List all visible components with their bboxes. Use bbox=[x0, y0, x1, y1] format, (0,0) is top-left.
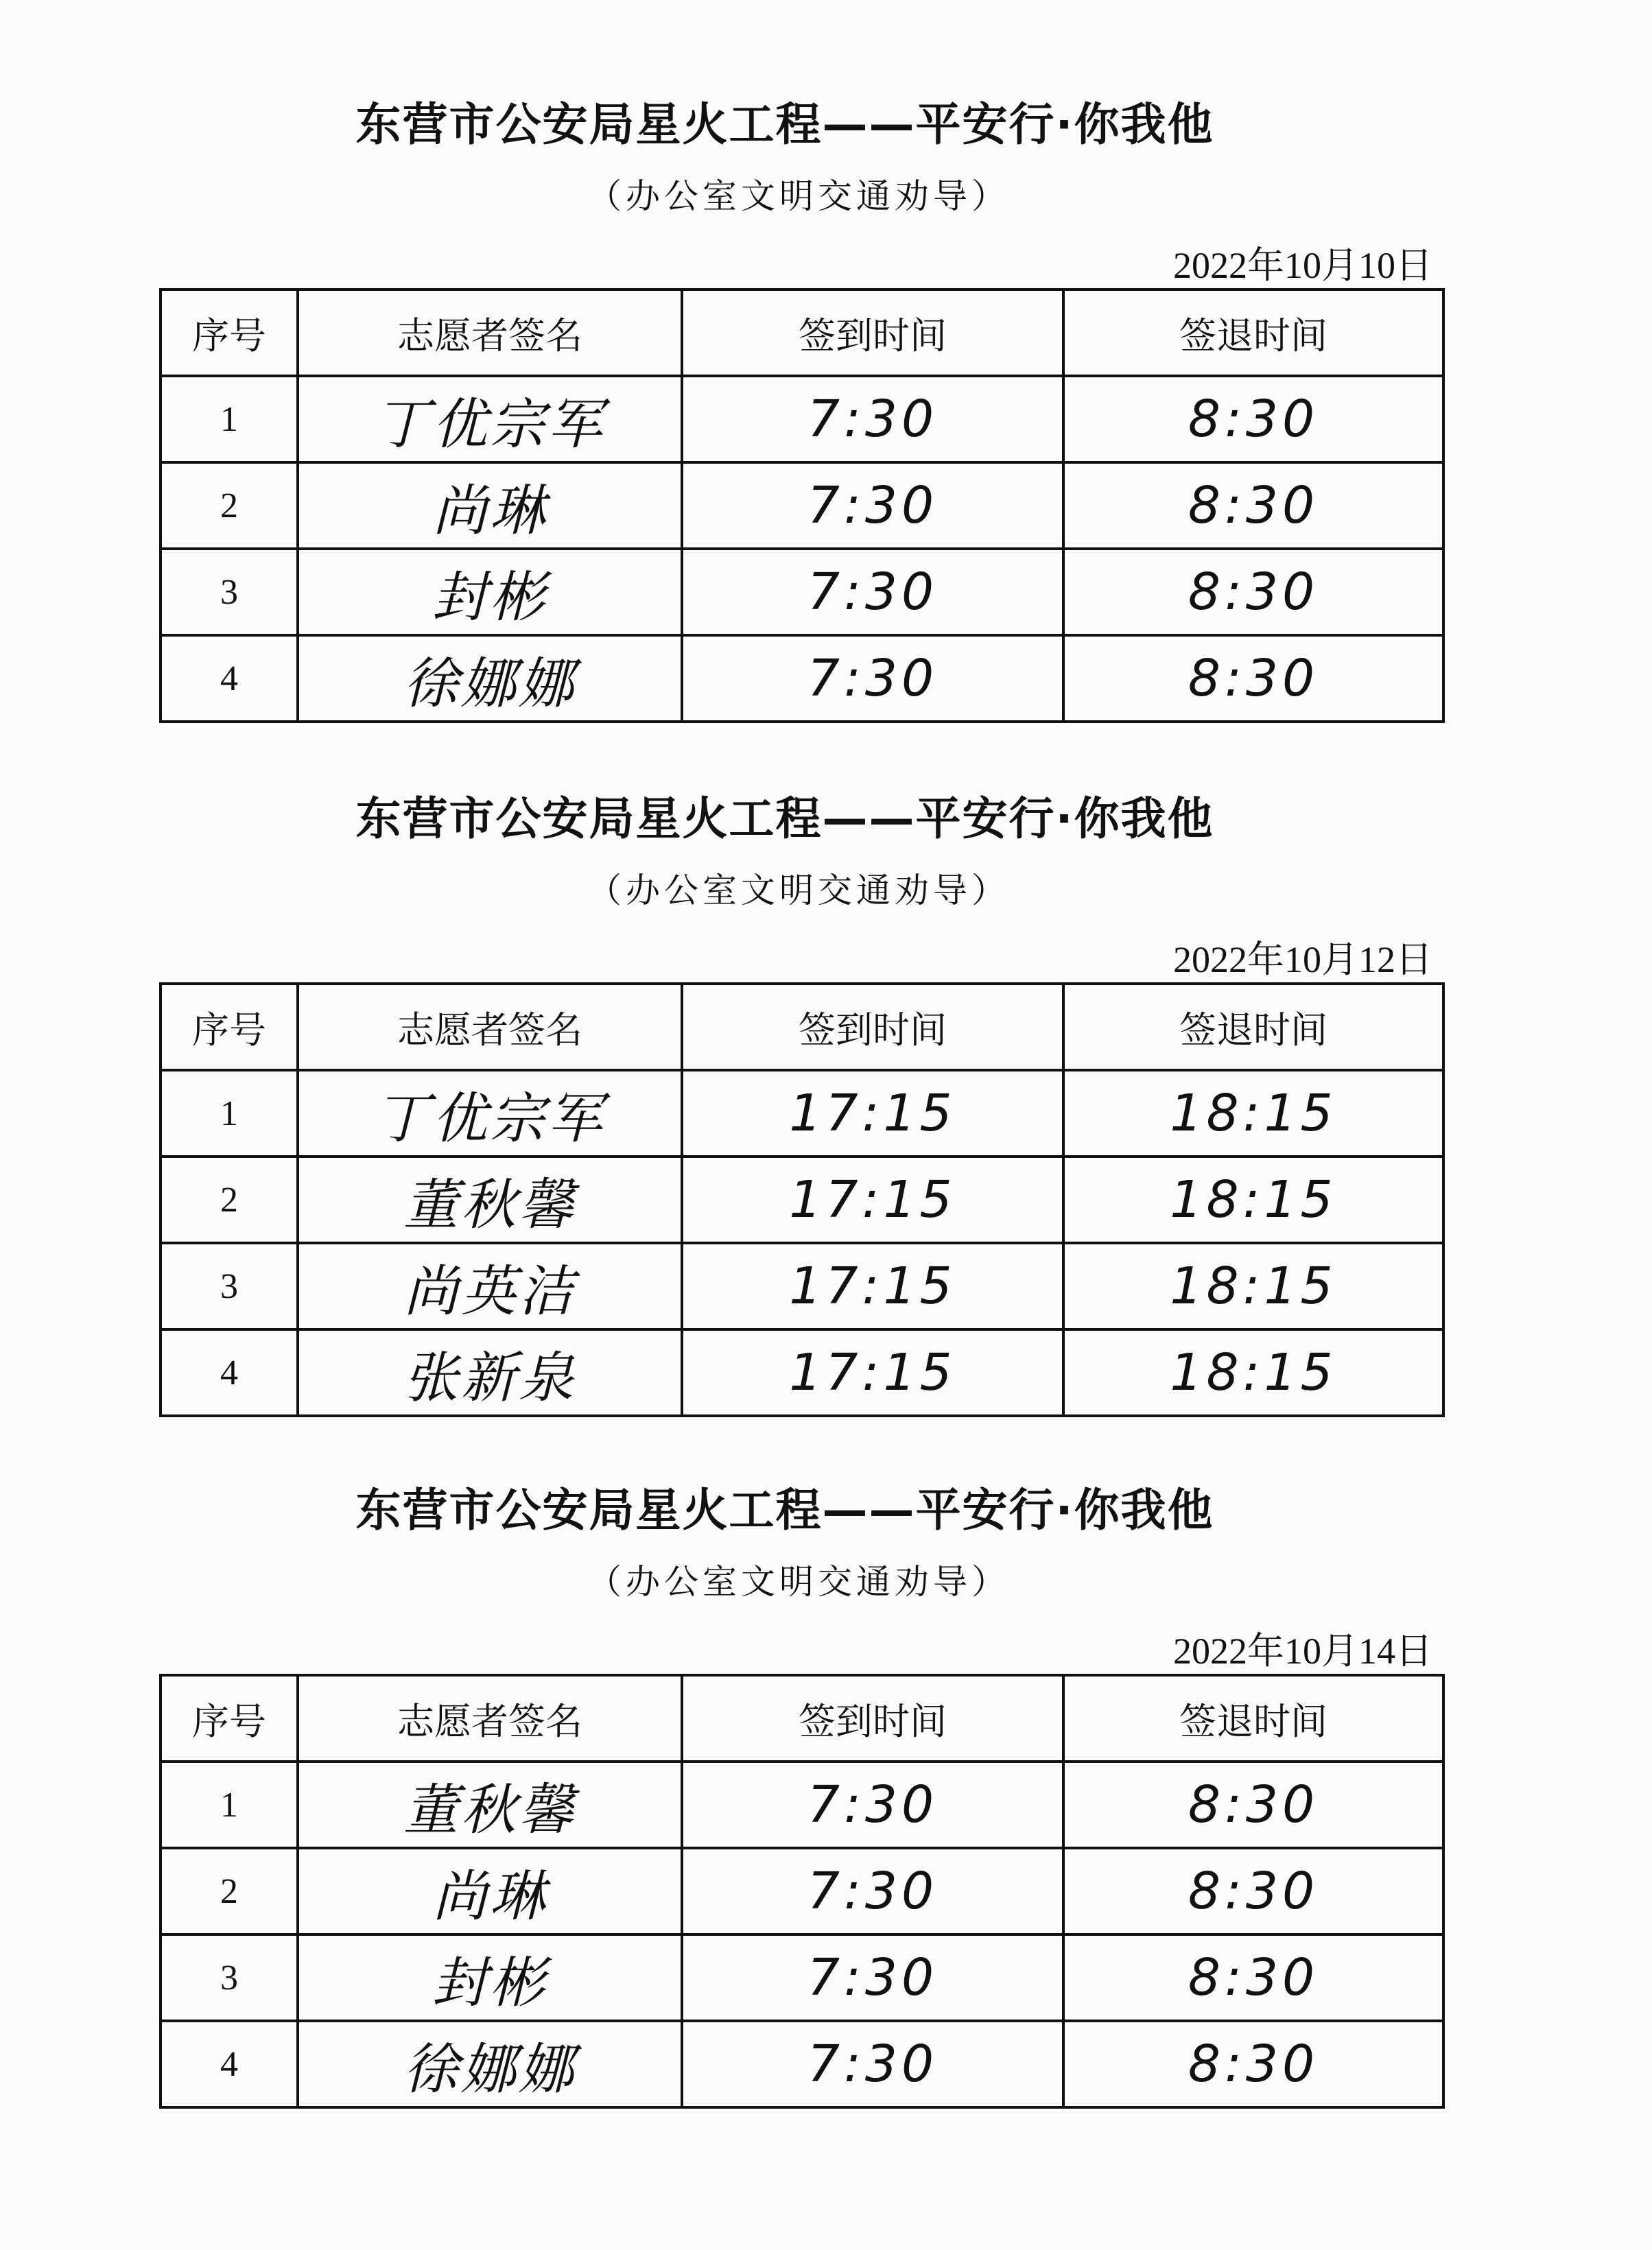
row-index: 2 bbox=[161, 1157, 298, 1243]
row-index: 3 bbox=[161, 1243, 298, 1329]
column-header-signature: 志愿者签名 bbox=[298, 1675, 682, 1762]
table-row bbox=[161, 1934, 1443, 2021]
check-out-time: 8:30 bbox=[1063, 1762, 1443, 1848]
column-header-check-in: 签到时间 bbox=[682, 1675, 1063, 1762]
table-row bbox=[161, 376, 1443, 462]
column-header-check-out: 签退时间 bbox=[1063, 984, 1443, 1070]
volunteer-signature: 尚琳 bbox=[298, 1848, 682, 1934]
check-out-time: 8:30 bbox=[1063, 1934, 1443, 2021]
column-header-check-in: 签到时间 bbox=[682, 984, 1063, 1070]
check-in-time: 7:30 bbox=[682, 462, 1063, 549]
volunteer-signature: 徐娜娜 bbox=[298, 2021, 682, 2107]
volunteer-signature: 封彬 bbox=[298, 549, 682, 635]
volunteer-signature: 封彬 bbox=[298, 1934, 682, 2021]
table-row bbox=[161, 635, 1443, 722]
sheet-subtitle: （办公室文明交通劝导） bbox=[587, 871, 1010, 910]
row-index: 2 bbox=[161, 462, 298, 549]
column-header-check-out: 签退时间 bbox=[1063, 289, 1443, 376]
table-row bbox=[161, 1848, 1443, 1934]
row-index: 4 bbox=[161, 2021, 298, 2107]
check-out-time: 8:30 bbox=[1063, 1848, 1443, 1934]
volunteer-signature: 董秋馨 bbox=[298, 1157, 682, 1243]
volunteer-signature: 张新泉 bbox=[298, 1329, 682, 1416]
table-row bbox=[161, 1070, 1443, 1157]
table-row bbox=[161, 1329, 1443, 1416]
sheet-title: 东营市公安局星火工程——平安行·你我他 bbox=[355, 792, 1214, 845]
volunteer-signature: 董秋馨 bbox=[298, 1762, 682, 1848]
check-in-time: 17:15 bbox=[682, 1157, 1063, 1243]
attendance-table bbox=[159, 288, 1445, 723]
check-out-time: 18:15 bbox=[1063, 1329, 1443, 1416]
volunteer-signature: 尚英洁 bbox=[298, 1243, 682, 1329]
column-header-check-in: 签到时间 bbox=[682, 289, 1063, 376]
check-in-time: 7:30 bbox=[682, 1762, 1063, 1848]
check-in-time: 17:15 bbox=[682, 1329, 1063, 1416]
check-in-time: 7:30 bbox=[682, 549, 1063, 635]
sheet-date: 2022年10月10日 bbox=[1173, 245, 1432, 286]
sheet-title: 东营市公安局星火工程——平安行·你我他 bbox=[355, 98, 1214, 151]
sheet-date: 2022年10月14日 bbox=[1173, 1631, 1432, 1672]
volunteer-signature: 丁优宗军 bbox=[298, 376, 682, 462]
check-in-time: 7:30 bbox=[682, 376, 1063, 462]
check-out-time: 8:30 bbox=[1063, 462, 1443, 549]
table-row bbox=[161, 462, 1443, 549]
row-index: 4 bbox=[161, 1329, 298, 1416]
column-header-index: 序号 bbox=[161, 1675, 298, 1762]
row-index: 3 bbox=[161, 549, 298, 635]
check-out-time: 8:30 bbox=[1063, 376, 1443, 462]
check-in-time: 7:30 bbox=[682, 2021, 1063, 2107]
row-index: 4 bbox=[161, 635, 298, 722]
check-out-time: 18:15 bbox=[1063, 1243, 1443, 1329]
column-header-signature: 志愿者签名 bbox=[298, 289, 682, 376]
volunteer-signature: 徐娜娜 bbox=[298, 635, 682, 722]
table-row bbox=[161, 549, 1443, 635]
volunteer-signature: 尚琳 bbox=[298, 462, 682, 549]
table-header-row bbox=[161, 1675, 1443, 1762]
check-out-time: 8:30 bbox=[1063, 2021, 1443, 2107]
attendance-table bbox=[159, 982, 1445, 1417]
table-row bbox=[161, 1762, 1443, 1848]
check-out-time: 18:15 bbox=[1063, 1157, 1443, 1243]
table-header-row bbox=[161, 984, 1443, 1070]
table-row bbox=[161, 2021, 1443, 2107]
row-index: 1 bbox=[161, 1762, 298, 1848]
sheet-subtitle: （办公室文明交通劝导） bbox=[587, 1562, 1010, 1602]
row-index: 2 bbox=[161, 1848, 298, 1934]
attendance-table bbox=[159, 1674, 1445, 2109]
row-index: 1 bbox=[161, 376, 298, 462]
column-header-signature: 志愿者签名 bbox=[298, 984, 682, 1070]
check-out-time: 18:15 bbox=[1063, 1070, 1443, 1157]
check-in-time: 17:15 bbox=[682, 1070, 1063, 1157]
check-in-time: 7:30 bbox=[682, 1934, 1063, 2021]
table-row bbox=[161, 1157, 1443, 1243]
row-index: 3 bbox=[161, 1934, 298, 2021]
sheet-title: 东营市公安局星火工程——平安行·你我他 bbox=[355, 1484, 1214, 1537]
column-header-index: 序号 bbox=[161, 289, 298, 376]
check-out-time: 8:30 bbox=[1063, 635, 1443, 722]
check-in-time: 7:30 bbox=[682, 635, 1063, 722]
sheet-subtitle: （办公室文明交通劝导） bbox=[587, 176, 1010, 216]
table-header-row bbox=[161, 289, 1443, 376]
table-row bbox=[161, 1243, 1443, 1329]
check-out-time: 8:30 bbox=[1063, 549, 1443, 635]
check-in-time: 7:30 bbox=[682, 1848, 1063, 1934]
column-header-check-out: 签退时间 bbox=[1063, 1675, 1443, 1762]
check-in-time: 17:15 bbox=[682, 1243, 1063, 1329]
row-index: 1 bbox=[161, 1070, 298, 1157]
column-header-index: 序号 bbox=[161, 984, 298, 1070]
volunteer-signature: 丁优宗军 bbox=[298, 1070, 682, 1157]
sheet-date: 2022年10月12日 bbox=[1173, 939, 1432, 980]
